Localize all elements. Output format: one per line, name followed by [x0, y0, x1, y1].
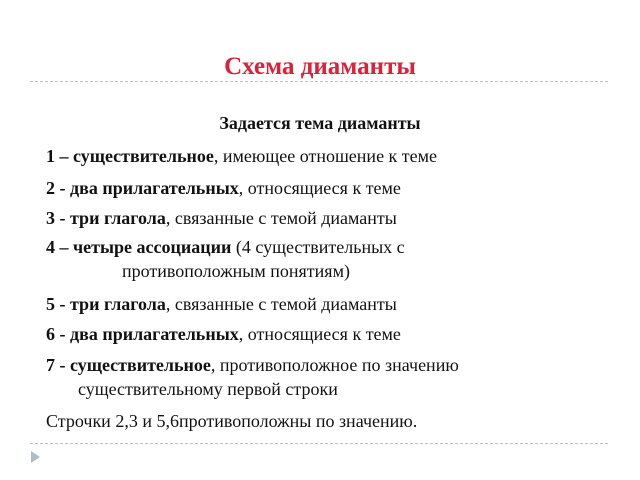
- line-7-continuation: существительному первой строки: [78, 379, 338, 399]
- scheme-line-5: [46, 293, 397, 315]
- scheme-line-3: [46, 207, 397, 229]
- line-4-text: (4 существительных с: [231, 237, 405, 257]
- subtitle: Задается тема диаманты: [219, 113, 421, 133]
- line-3-text: , связанные с темой диаманты: [165, 208, 397, 228]
- scheme-line-7: [46, 354, 459, 376]
- line-2-bold: 2 - два прилагательных: [46, 178, 239, 198]
- line-7-text: , противоположное по значению: [210, 355, 459, 375]
- line-6-text: , относящиеся к теме: [238, 324, 401, 344]
- scheme-line-4: [46, 236, 405, 258]
- footer-note: Строчки 2,3 и 5,6противоположны по значению.: [46, 411, 418, 431]
- scheme-line-2: [46, 177, 401, 199]
- line-1-bold: 1 – существительное: [46, 146, 214, 166]
- line-4-bold: 4 – четыре ассоциации: [46, 237, 232, 257]
- triangle-marker-icon: [31, 451, 40, 463]
- line-1-text: , имеющее отношение к теме: [213, 146, 438, 166]
- line-7-bold: 7 - существительное: [46, 355, 211, 375]
- line-2-text: , относящиеся к теме: [238, 178, 401, 198]
- scheme-line-6: [46, 323, 401, 345]
- line-6-bold: 6 - два прилагательных: [46, 324, 239, 344]
- scheme-line-1: [46, 145, 437, 167]
- top-divider: [30, 81, 608, 82]
- line-5-text: , связанные с темой диаманты: [165, 294, 397, 314]
- bottom-divider: [30, 443, 608, 444]
- line-5-bold: 5 - три глагола: [46, 294, 166, 314]
- line-4-continuation: противоположным понятиям): [122, 261, 350, 281]
- line-3-bold: 3 - три глагола: [46, 208, 166, 228]
- slide-title: Схема диаманты: [224, 53, 416, 80]
